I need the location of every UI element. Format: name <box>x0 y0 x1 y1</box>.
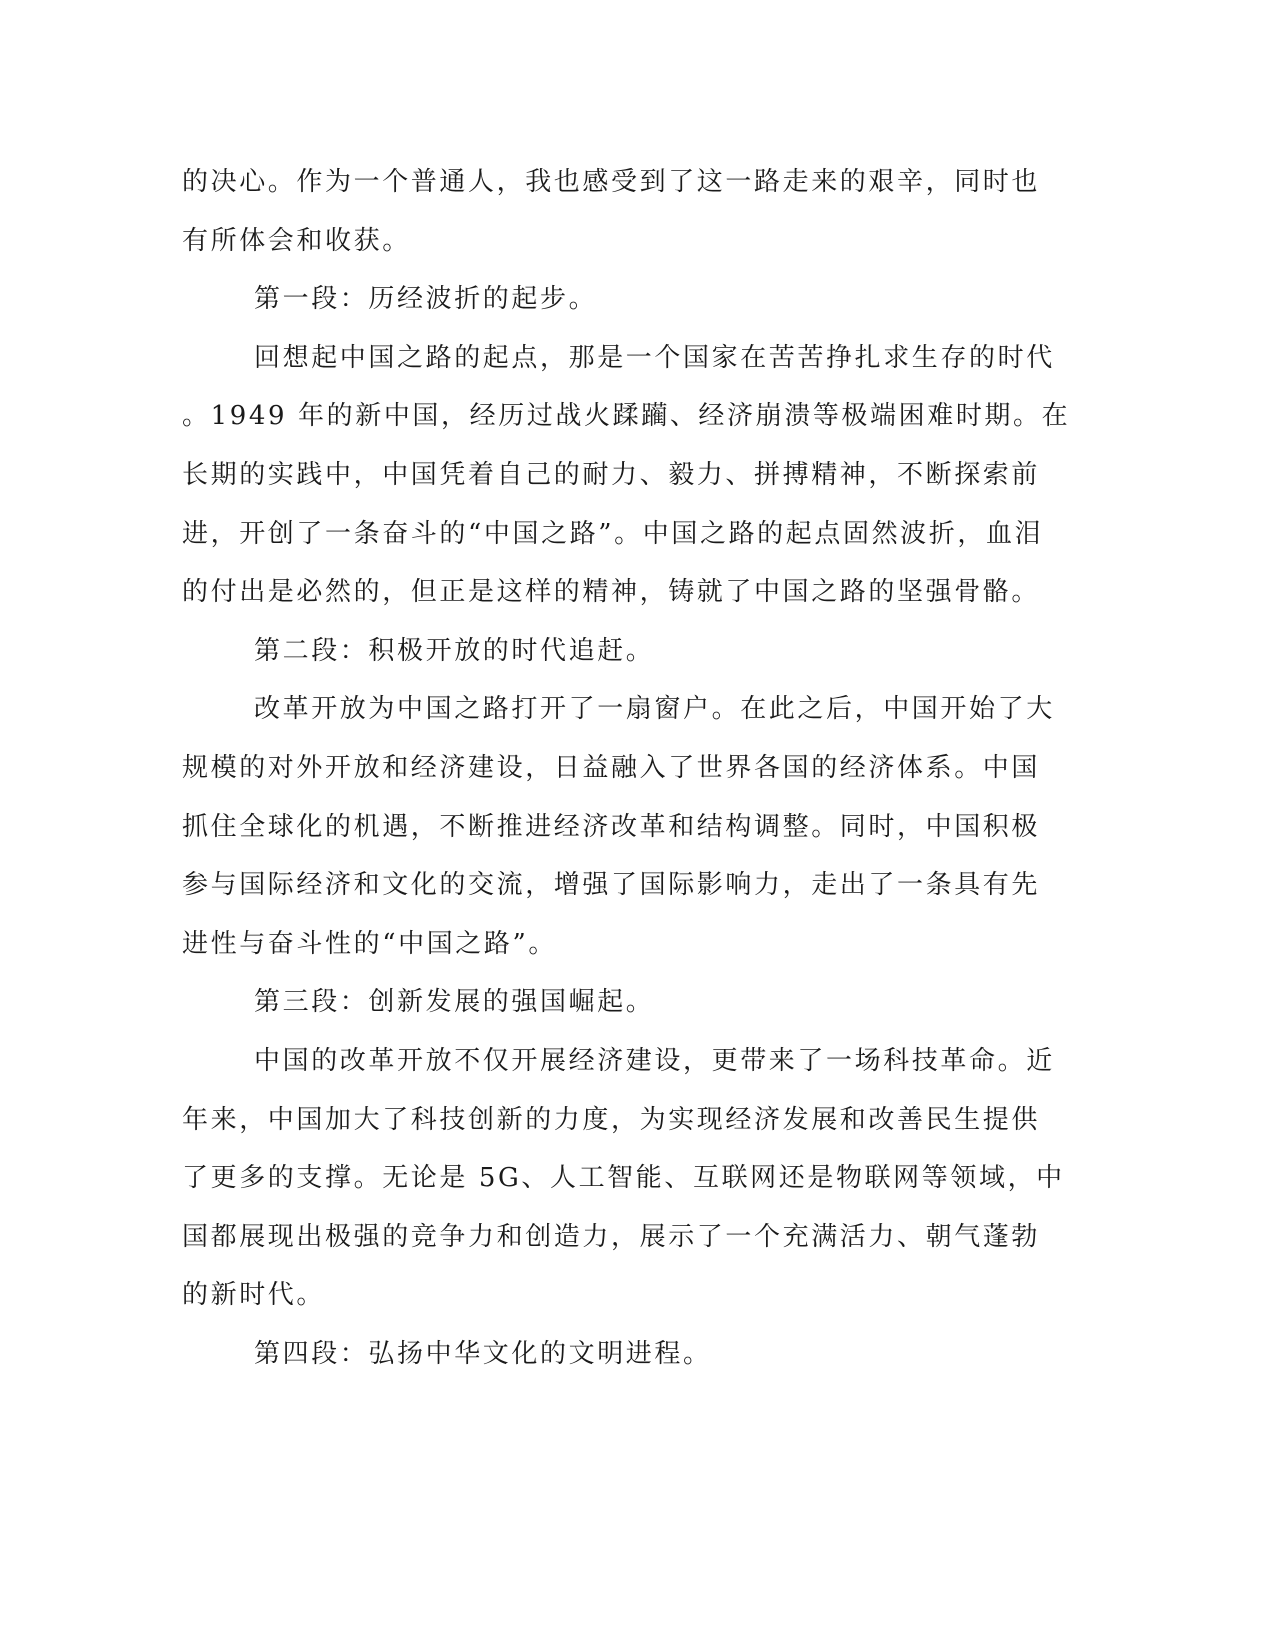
section-heading-3: 第三段：创新发展的强国崛起。 <box>254 987 655 1018</box>
text-line: 年来，中国加大了科技创新的力度，为实现经济发展和改善民生提供 <box>182 1104 1041 1135</box>
text-line: 的决心。作为一个普通人，我也感受到了这一路走来的艰辛，同时也 <box>182 167 1041 197</box>
text-line: 抓住全球化的机遇，不断推进经济改革和结构调整。同时，中国积极 <box>182 811 1041 842</box>
section-heading-4: 第四段：弘扬中华文化的文明进程。 <box>254 1338 712 1369</box>
text-line: 国都展现出极强的竞争力和创造力，展示了一个充满活力、朝气蓬勃 <box>182 1221 1041 1252</box>
text-line: 进性与奋斗性的“中国之路”。 <box>182 928 557 959</box>
text-line: 。1949 年的新中国，经历过战火蹂躏、经济崩溃等极端困难时期。在 <box>182 401 1071 432</box>
text-line: 进，开创了一条奋斗的“中国之路”。中国之路的起点固然波折，血泪 <box>182 518 1044 549</box>
document-body <box>182 153 1071 1383</box>
text-line: 参与国际经济和文化的交流，增强了国际影响力，走出了一条具有先 <box>182 870 1041 901</box>
text-line: 中国的改革开放不仅开展经济建设，更带来了一场科技革命。近 <box>254 1045 1055 1076</box>
text-line: 长期的实践中，中国凭着自己的耐力、毅力、拼搏精神，不断探索前 <box>182 459 1041 490</box>
text-line: 规模的对外开放和经济建设，日益融入了世界各国的经济体系。中国 <box>182 752 1041 783</box>
section-heading-1: 第一段：历经波折的起步。 <box>254 284 598 315</box>
text-line: 了更多的支撑。无论是 5G、人工智能、互联网还是物联网等领域，中 <box>182 1163 1065 1194</box>
text-line: 的新时代。 <box>182 1280 326 1311</box>
section-heading-2: 第二段：积极开放的时代追赶。 <box>254 635 655 666</box>
text-line: 改革开放为中国之路打开了一扇窗户。在此之后，中国开始了大 <box>254 694 1055 725</box>
text-line: 回想起中国之路的起点，那是一个国家在苦苦挣扎求生存的时代 <box>254 342 1055 373</box>
text-line: 的付出是必然的，但正是这样的精神，铸就了中国之路的坚强骨骼。 <box>182 577 1041 608</box>
text-line: 有所体会和收获。 <box>182 225 411 256</box>
